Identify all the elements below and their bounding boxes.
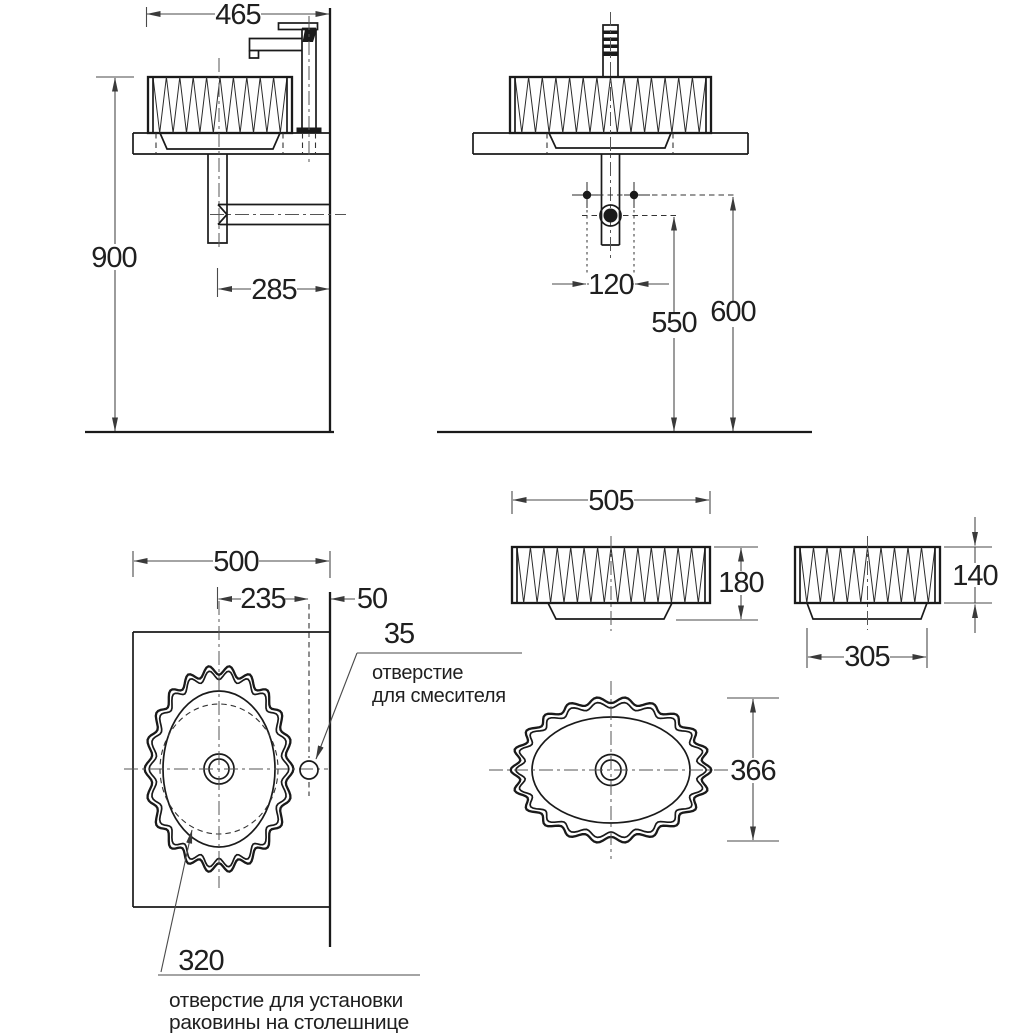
dim-900-label: 900 — [91, 242, 137, 274]
dim-505-label: 505 — [588, 485, 634, 517]
dim-50-label: 50 — [356, 583, 388, 615]
dim-465-label: 465 — [215, 0, 261, 31]
note-faucet-hole-line2: для смесителя — [372, 685, 506, 707]
dim-366-label: 366 — [730, 755, 776, 787]
dim-285-label: 285 — [251, 274, 297, 306]
drain-outlet — [604, 209, 618, 223]
note-cutout-line1: отверстие для установки — [169, 990, 403, 1012]
mount-point-left — [583, 191, 591, 199]
dim-500-label: 500 — [213, 546, 259, 578]
note-cutout-line2: раковины на столешнице — [169, 1012, 410, 1034]
dim-235-label: 235 — [240, 583, 286, 615]
dim-550-label: 550 — [651, 307, 697, 339]
note-faucet-hole-line1: отверстие — [372, 662, 464, 684]
dim-180-label: 180 — [718, 567, 764, 599]
dim-320-label: 320 — [178, 945, 224, 977]
mount-point-right — [630, 191, 638, 199]
dim-35-label: 35 — [383, 618, 415, 650]
dim-140-label: 140 — [952, 560, 998, 592]
dim-600-label: 600 — [710, 296, 756, 328]
dim-305-label: 305 — [844, 641, 890, 673]
dim-120-label: 120 — [588, 269, 634, 301]
